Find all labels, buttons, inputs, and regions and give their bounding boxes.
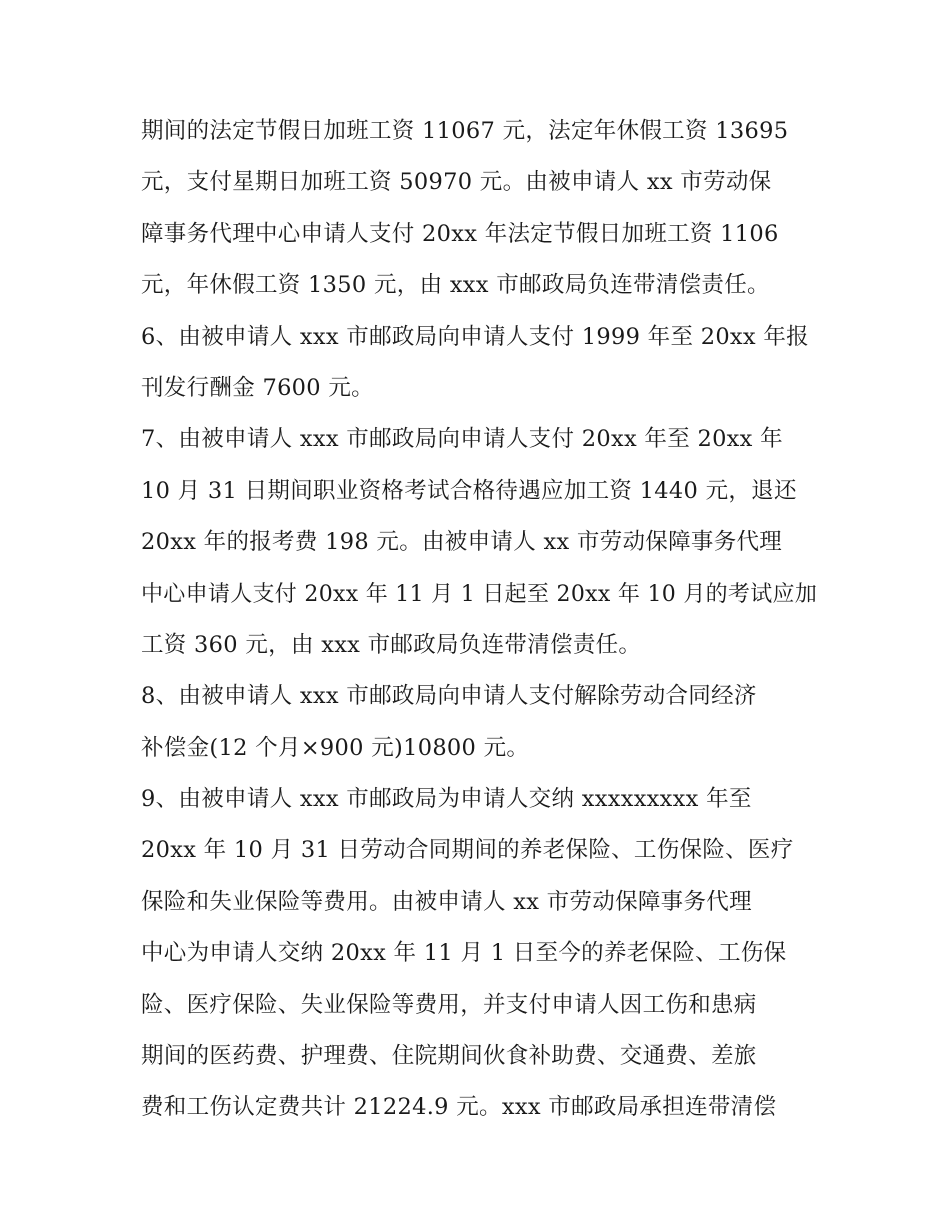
text-line: 险、医疗保险、失业保险等费用，并支付申请人因工伤和患病 <box>141 991 757 1018</box>
text-line: 8、由被申请人 xxx 市邮政局向申请人支付解除劳动合同经济 <box>141 683 757 710</box>
text-line: 元，年休假工资 1350 元，由 xxx 市邮政局负连带清偿责任。 <box>141 272 770 299</box>
text-line: 元，支付星期日加班工资 50970 元。由被申请人 xx 市劳动保 <box>141 169 772 196</box>
document-body <box>141 106 821 1134</box>
text-line: 补偿金(12 个月×900 元)10800 元。 <box>141 734 530 761</box>
text-line: 20xx 年 10 月 31 日劳动合同期间的养老保险、工伤保险、医疗 <box>141 837 794 864</box>
text-line: 保险和失业保险等费用。由被申请人 xx 市劳动保障事务代理 <box>141 888 752 915</box>
text-line: 9、由被申请人 xxx 市邮政局为申请人交纳 xxxxxxxxx 年至 <box>141 786 752 813</box>
text-line: 工资 360 元，由 xxx 市邮政局负连带清偿责任。 <box>141 631 642 658</box>
text-line: 20xx 年的报考费 198 元。由被申请人 xx 市劳动保障事务代理 <box>141 529 783 556</box>
text-line: 期间的法定节假日加班工资 11067 元，法定年休假工资 13695 <box>141 118 789 144</box>
text-line: 费和工伤认定费共计 21224.9 元。xxx 市邮政局承担连带清偿 <box>141 1094 777 1121</box>
text-line: 10 月 31 日期间职业资格考试合格待遇应加工资 1440 元，退还 <box>141 477 797 504</box>
text-line: 6、由被申请人 xxx 市邮政局向申请人支付 1999 年至 20xx 年报 <box>141 323 809 350</box>
text-line: 障事务代理中心申请人支付 20xx 年法定节假日加班工资 1106 <box>141 220 779 247</box>
text-line: 7、由被申请人 xxx 市邮政局向申请人支付 20xx 年至 20xx 年 <box>141 426 783 453</box>
text-line: 期间的医药费、护理费、住院期间伙食补助费、交通费、差旅 <box>141 1043 757 1070</box>
text-line: 中心为申请人交纳 20xx 年 11 月 1 日至今的养老保险、工伤保 <box>141 940 787 967</box>
text-line: 中心申请人支付 20xx 年 11 月 1 日起至 20xx 年 10 月的考试应加 <box>141 581 818 607</box>
text-line: 刊发行酬金 7600 元。 <box>141 374 374 401</box>
